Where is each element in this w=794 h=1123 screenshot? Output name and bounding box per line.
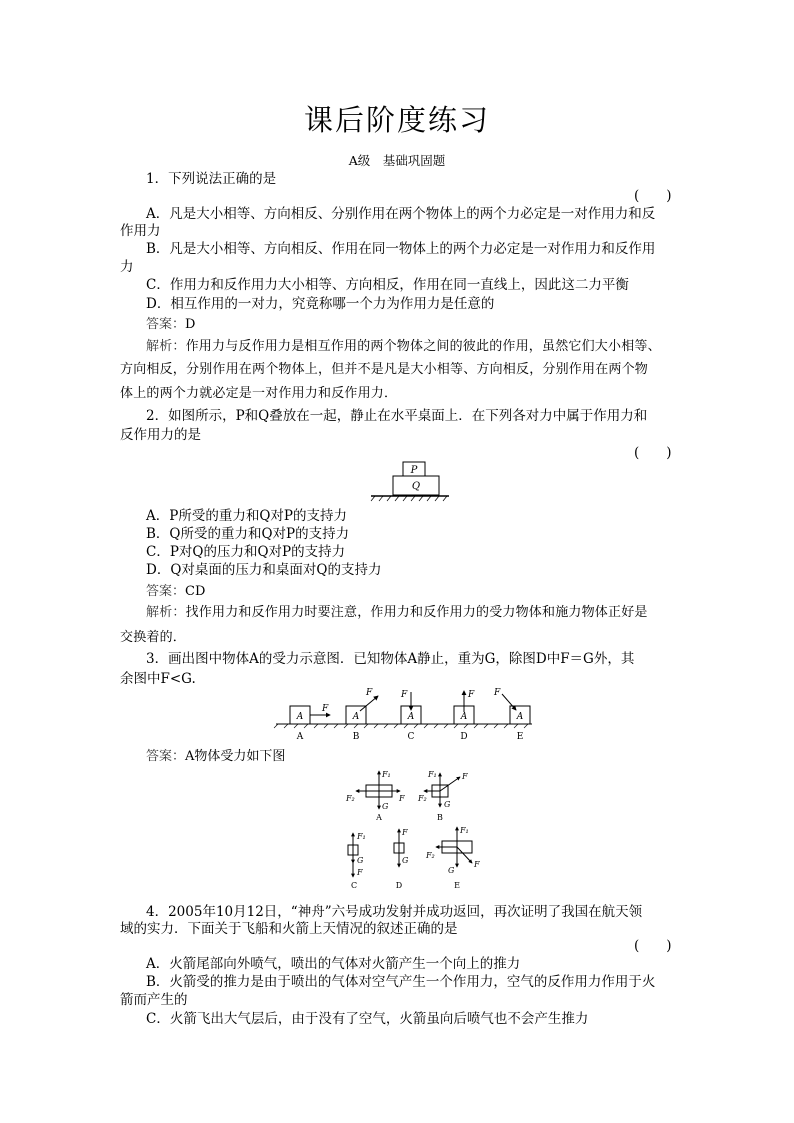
svg-text:F₁: F₁ (382, 770, 391, 779)
block-p-label: P (410, 465, 418, 476)
q4-option-c: C．火箭飞出大气层后，由于没有了空气，火箭虽向后喷气也不会产生推力 (146, 1011, 589, 1027)
svg-text:A: A (352, 712, 360, 722)
svg-text:F₂: F₂ (426, 851, 435, 860)
svg-text:G: G (444, 800, 451, 809)
svg-text:G: G (357, 856, 364, 865)
section-heading: A级 基础巩固题 (348, 153, 446, 168)
page-title: 课后阶度练习 (303, 103, 490, 137)
svg-text:F: F (401, 690, 408, 700)
q1-analysis-2: 方向相反，分别作用在两个物体上，但并不是凡是大小相等、方向相反，分别作用在两个物 (120, 362, 649, 377)
svg-text:B: B (437, 813, 443, 822)
svg-text:E: E (516, 732, 524, 742)
q2-analysis-2: 交换着的． (120, 630, 187, 645)
q4-answer-blank: ( ) (634, 938, 672, 954)
svg-text:D: D (395, 881, 403, 890)
figure-d (454, 690, 475, 742)
svg-text:A: A (376, 813, 382, 822)
svg-text:G: G (448, 866, 455, 875)
svg-text:C: C (407, 732, 415, 742)
q3-stem-cont: 余图中F<G. (120, 671, 196, 687)
q1-analysis: 解析：作用力与反作用力是相互作用的两个物体之间的彼此的作用，虽然它们大小相等、 (146, 339, 661, 354)
svg-text:F: F (494, 688, 501, 698)
svg-text:F: F (468, 690, 475, 700)
q1-option-a-cont: 作用力 (120, 223, 161, 239)
svg-text:F₂: F₂ (346, 794, 355, 803)
svg-text:G: G (382, 802, 389, 811)
q1-option-d: D．相互作用的一对力，究竟称哪一个力为作用力是任意的 (146, 296, 495, 312)
q3-answer: 答案：A物体受力如下图 (146, 749, 286, 764)
q1-answer: 答案：D (146, 317, 196, 332)
figure-a (290, 704, 330, 742)
svg-text:F: F (322, 704, 329, 714)
q1-analysis-3: 体上的两个力就必定是一对作用力和反作用力． (120, 386, 398, 401)
q4-stem-cont: 域的实力．下面关于飞船和火箭上天情况的叙述正确的是 (120, 921, 458, 937)
svg-text:G: G (402, 856, 409, 865)
q2-option-d: D．Q对桌面的压力和桌面对Q的支持力 (146, 562, 382, 578)
q2-analysis: 解析：找作用力和反作用力时要注意，作用力和反作用力的受力物体和施力物体正好是 (146, 605, 648, 620)
svg-text:F: F (462, 772, 468, 781)
q1-stem: 1．下列说法正确的是 (146, 171, 277, 187)
q2-stem: 2．如图所示，P和Q叠放在一起，静止在水平桌面上．在下列各对力中属于作用力和 (146, 408, 648, 424)
svg-text:F: F (366, 688, 373, 698)
q1-answer-blank: ( ) (634, 188, 672, 204)
q2-figure-stacked-blocks (365, 458, 455, 504)
svg-text:A: A (460, 712, 468, 722)
q1-option-c: C．作用力和反作用力大小相等、方向相反，作用在同一直线上，因此这二力平衡 (146, 277, 629, 293)
svg-text:C: C (350, 881, 358, 890)
q3-answer-figures (336, 763, 496, 895)
figure-e (493, 688, 530, 742)
ground-hatch (274, 724, 528, 728)
svg-text:F₁: F₁ (460, 826, 469, 835)
q1-option-b-cont: 力 (120, 259, 134, 275)
q2-option-a: A．P所受的重力和Q对P的支持力 (146, 508, 347, 524)
svg-text:D: D (460, 732, 468, 742)
q2-answer-blank: ( ) (634, 445, 672, 461)
figure-b (346, 688, 378, 742)
q2-option-c: C．P对Q的压力和Q对P的支持力 (146, 544, 346, 560)
svg-text:A: A (516, 712, 524, 722)
svg-text:B: B (352, 732, 360, 742)
q3-stem: 3．画出图中物体A的受力示意图．已知物体A静止，重为G，除图D中F＝G外，其 (146, 651, 635, 667)
q3-problem-figures (272, 686, 537, 744)
q2-answer: 答案：CD (146, 584, 206, 599)
svg-text:F: F (357, 868, 363, 877)
svg-text:A: A (296, 732, 304, 742)
block-q-label: Q (411, 481, 421, 492)
svg-text:F₁: F₁ (428, 770, 437, 779)
svg-text:F: F (474, 860, 480, 869)
svg-text:A: A (296, 712, 304, 722)
svg-text:F: F (399, 794, 405, 803)
q1-option-a: A．凡是大小相等、方向相反、分别作用在两个物体上的两个力必定是一对作用力和反 (146, 206, 656, 222)
q4-option-b: B．火箭受的推力是由于喷出的气体对空气产生一个作用力，空气的反作用力作用于火 (146, 974, 656, 990)
q1-option-b: B．凡是大小相等、方向相反、作用在同一物体上的两个力必定是一对作用力和反作用 (146, 241, 656, 257)
q4-option-b-cont: 箭而产生的 (120, 992, 188, 1008)
figure-c (400, 690, 421, 742)
svg-text:F: F (402, 828, 408, 837)
svg-text:A: A (407, 712, 415, 722)
svg-text:F₂: F₂ (418, 794, 427, 803)
q2-stem-cont: 反作用力的是 (120, 427, 201, 443)
svg-text:F₁: F₁ (357, 832, 366, 841)
q4-stem: 4．2005年10月12日，“神舟”六号成功发射并成功返回，再次证明了我国在航天领 (146, 904, 643, 920)
answer-figure-a (356, 771, 400, 809)
q4-option-a: A．火箭尾部向外喷气，喷出的气体对火箭产生一个向上的推力 (146, 956, 521, 972)
svg-text:E: E (454, 881, 460, 890)
q2-option-b: B．Q所受的重力和Q对P的支持力 (146, 526, 350, 542)
